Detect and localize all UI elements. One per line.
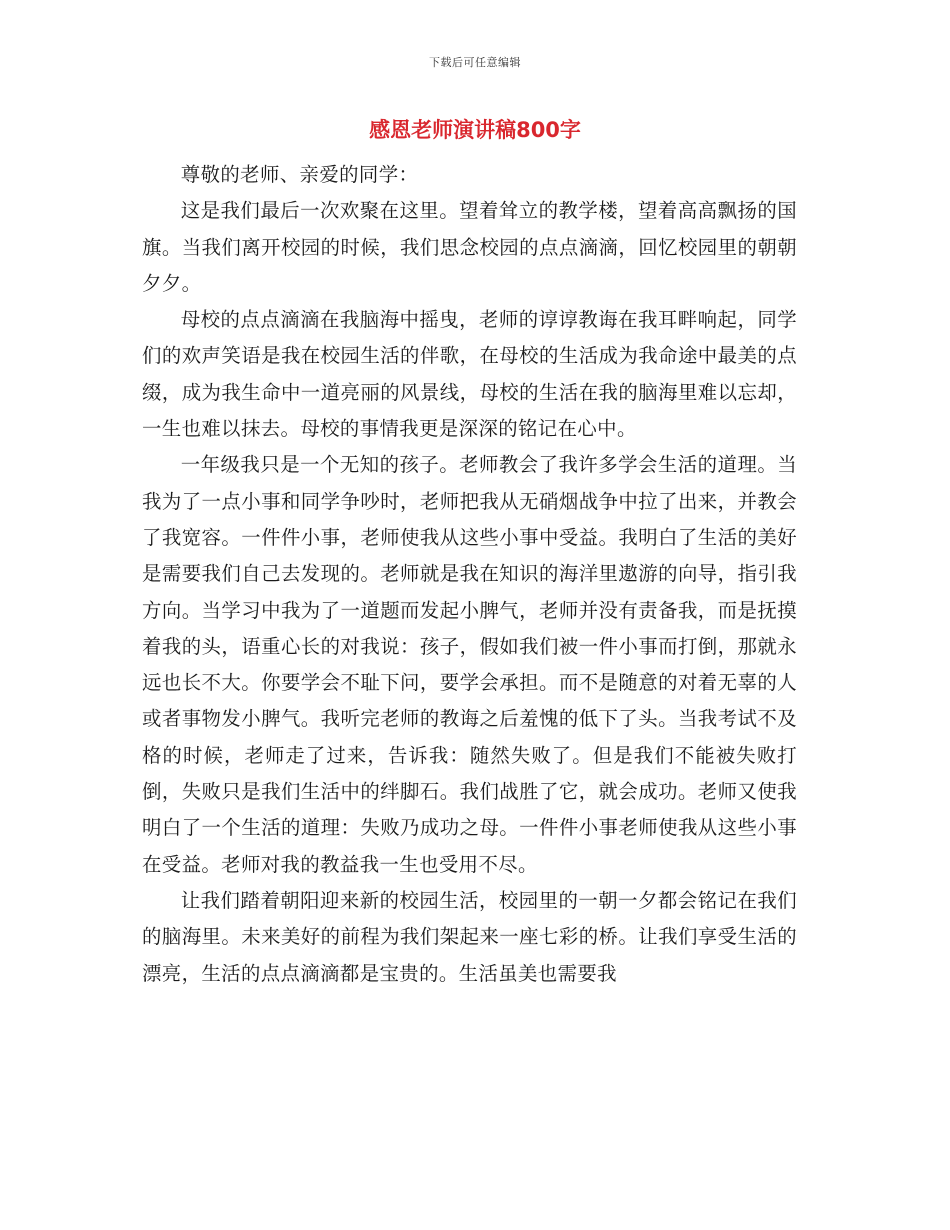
page-header: 下载后可任意编辑 <box>429 56 521 69</box>
paragraph-salutation: 尊敬的老师、亲爱的同学： <box>180 163 419 186</box>
paragraph: 让我们踏着朝阳迎来新的校园生活，校园里的一朝一夕都会铭记在我们的脑海里。未来美好的前程为我们架起来一座七彩的桥。让我们享受生活的漂亮，生活的点点滴滴都是宝贵的。生活虽美也需要我 <box>142 888 797 985</box>
document-body <box>142 157 797 992</box>
document-title: 感恩老师演讲稿800字 <box>369 118 581 142</box>
paragraph: 一年级我只是一个无知的孩子。老师教会了我许多学会生活的道理。当我为了一点小事和同学争吵时，老师把我从无硝烟战争中拉了出来，并教会了我宽容。一件件小事，老师使我从这些小事中受益。我明白了生活的美好是需要我们自己去发现的。老师就是我在知识的海洋里遨游的向导，指引我方向。当学习中我为了一道题而发起小脾气，老师并没有责备我，而是抚摸着我的头，语重心长的对我说：孩子，假如我们被一件小事而打倒，那就永远也长不大。你要学会不耻下问，要学会承担。而不是随意的对着无辜的人或者事物发小脾气。我听完老师的教诲之后羞愧的低下了头。当我考试不及格的时候，老师走了过来，告诉我：随然失败了。但是我们不能被失败打倒，失败只是我们生活中的绊脚石。我们战胜了它，就会成功。老师又使我明白了一个生活的道理：失败乃成功之母。一件件小事老师使我从这些小事在受益。老师对我的教益我一生也受用不尽。 <box>142 453 797 876</box>
paragraph: 母校的点点滴滴在我脑海中摇曳，老师的谆谆教诲在我耳畔响起，同学们的欢声笑语是我在校园生活的伴歌，在母校的生活成为我命途中最美的点缀，成为我生命中一道亮丽的风景线，母校的生活在我的脑海里难以忘却，一生也难以抹去。母校的事情我更是深深的铭记在心中。 <box>142 308 797 441</box>
paragraph: 这是我们最后一次欢聚在这里。望着耸立的教学楼，望着高高飘扬的国旗。当我们离开校园的时候，我们思念校园的点点滴滴，回忆校园里的朝朝夕夕。 <box>142 199 797 295</box>
